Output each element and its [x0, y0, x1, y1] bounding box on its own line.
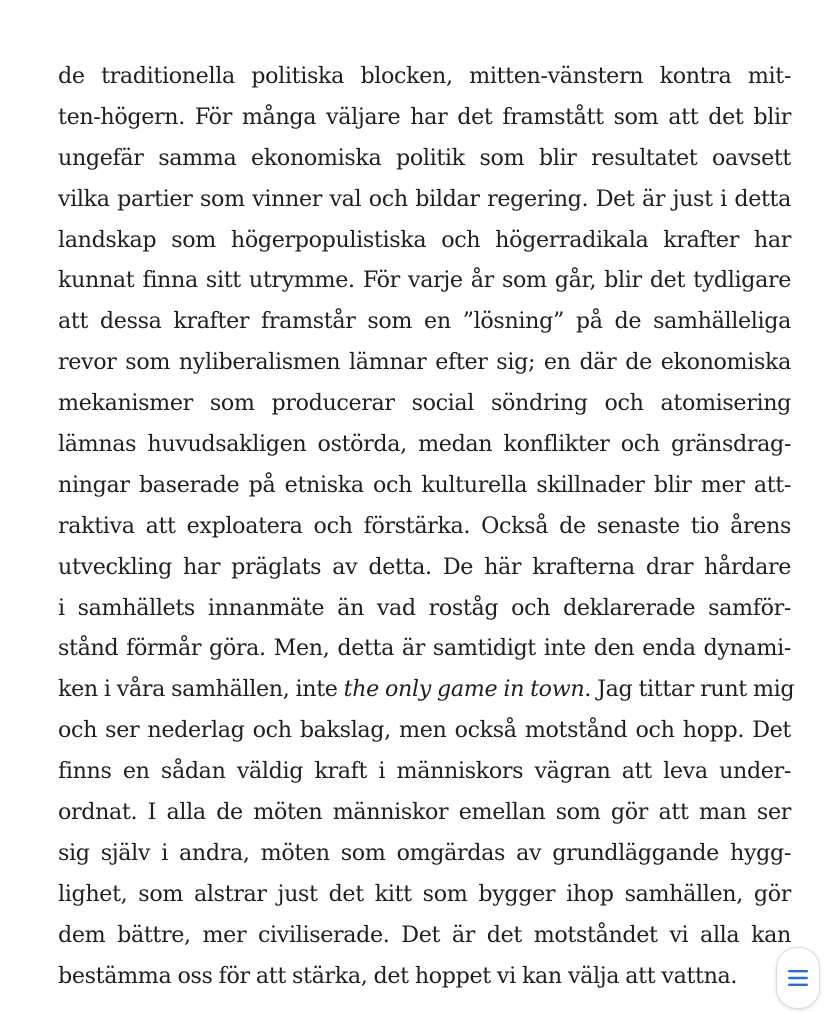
text-line: lämnas huvudsakligen ostörda, medan konflikter och gränsdrag-: [58, 431, 791, 458]
text-line: att dessa krafter framstår som en ”lösning” på de samhälleliga: [58, 308, 791, 335]
text-line: i samhällets innanmäte än vad roståg och deklarerade samför-: [58, 594, 791, 621]
text-line: ordnat. I alla de möten människor emellan som gör att man ser: [58, 799, 791, 826]
hamburger-menu-icon: [788, 969, 808, 987]
text-line: dem bättre, mer civiliserade. Det är det motståndet vi alla kan: [58, 921, 791, 948]
text-segment: . Jag tittar runt mig: [584, 676, 795, 703]
text-line: raktiva att exploatera och förstärka. Också de senaste tio årens: [58, 512, 791, 539]
text-line: mekanismer som producerar social söndring och atomisering: [58, 390, 791, 417]
text-line: sig själv i andra, möten som omgärdas av grundläggande hygg-: [58, 839, 791, 866]
text-line: och ser nederlag och bakslag, men också motstånd och hopp. Det: [58, 717, 791, 744]
text-line: kunnat finna sitt utrymme. För varje år som går, blir det tydligare: [58, 267, 791, 294]
text-line: landskap som högerpopulistiska och högerradikala krafter har: [58, 226, 791, 253]
text-segment: ken i våra samhällen, inte: [58, 676, 344, 703]
text-line: stånd förmår göra. Men, detta är samtidigt inte den enda dynami-: [58, 635, 791, 662]
text-line: vilka partier som vinner val och bildar regering. Det är just i detta: [58, 185, 791, 212]
text-line: de traditionella politiska blocken, mitten-vänstern kontra mit-: [58, 63, 791, 89]
text-line-with-italic: [58, 669, 795, 710]
text-line: revor som nyliberalismen lämnar efter sig; en där de ekonomiska: [58, 349, 791, 376]
body-paragraph: [58, 56, 795, 996]
menu-button[interactable]: [776, 947, 820, 1009]
italic-phrase: the only game in town: [343, 676, 585, 703]
text-line: ten-högern. För många väljare har det framstått som att det blir: [58, 103, 791, 130]
text-line: ungefär samma ekonomiska politik som blir resultatet oavsett: [58, 144, 791, 171]
text-line: lighet, som alstrar just det kitt som bygger ihop samhällen, gör: [58, 880, 791, 907]
text-line: bestämma oss för att stärka, det hoppet vi kan välja att vattna.: [58, 962, 738, 989]
text-line: ningar baserade på etniska och kulturella skillnader blir mer att-: [58, 471, 791, 498]
text-line: finns en sådan väldig kraft i människors vägran att leva under-: [58, 758, 791, 785]
text-line: utveckling har präglats av detta. De här krafterna drar hårdare: [58, 553, 791, 580]
